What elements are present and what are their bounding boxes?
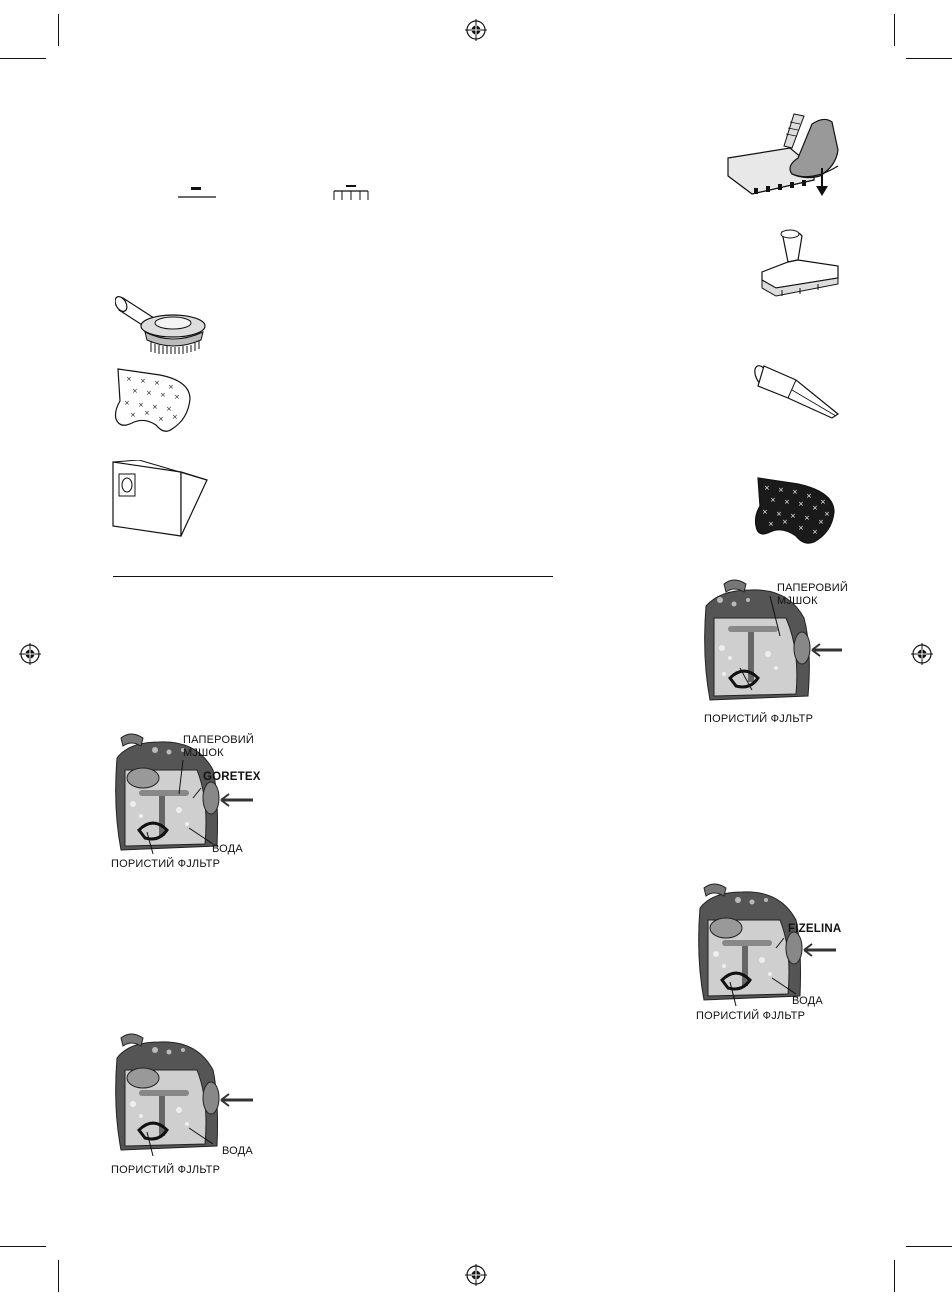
label-goretex: GORETEX [203, 771, 261, 783]
upholstery-nozzle-icon [760, 228, 842, 304]
svg-text:×: × [804, 514, 810, 522]
svg-text:×: × [762, 508, 768, 516]
label-porous-filter: ПОРИСТИЙ ФJЛЬТР [704, 713, 814, 725]
svg-text:×: × [798, 500, 804, 508]
label-porous-filter: ПОРИСТИЙ ФJЛЬТР [111, 1164, 221, 1176]
registration-mark-icon [465, 1264, 487, 1286]
registration-mark-icon [19, 643, 41, 665]
registration-mark-icon [465, 19, 487, 41]
svg-text:×: × [146, 389, 152, 397]
vacuum-cutaway-icon [700, 578, 850, 713]
svg-text:×: × [798, 524, 804, 532]
label-paper-bag-line1: ПАПЕРОВИЙ [777, 582, 848, 594]
label-water: ВОДА [222, 1145, 253, 1157]
svg-text:×: × [764, 484, 770, 492]
dark-filter-pad-icon [752, 474, 840, 546]
label-water: ВОДА [792, 995, 823, 1007]
svg-text:×: × [152, 403, 158, 411]
label-paper-bag-line2: МJШОК [183, 747, 224, 759]
label-porous-filter: ПОРИСТИЙ ФJЛЬТР [111, 858, 221, 870]
svg-text:×: × [124, 399, 130, 407]
svg-text:×: × [132, 387, 138, 395]
label-paper-bag-line2: МJШОК [777, 595, 818, 607]
round-dusting-brush-icon [115, 290, 210, 355]
svg-text:×: × [160, 391, 166, 399]
svg-text:×: × [784, 498, 790, 506]
section-divider [113, 576, 553, 577]
svg-text:×: × [172, 413, 178, 421]
label-fizelina: FIZELINA [788, 923, 842, 935]
svg-text:×: × [768, 520, 774, 528]
paper-bag-icon [111, 460, 209, 538]
svg-text:×: × [140, 377, 146, 385]
floor-brush-pedal-icon [724, 110, 844, 205]
svg-text:×: × [820, 498, 826, 506]
svg-text:×: × [790, 512, 796, 520]
svg-text:×: × [144, 409, 150, 417]
svg-text:×: × [818, 518, 824, 526]
registration-mark-icon [911, 643, 933, 665]
svg-text:×: × [782, 518, 788, 526]
svg-text:×: × [806, 492, 812, 500]
svg-text:×: × [138, 401, 144, 409]
ground-symbol-icon [332, 183, 370, 201]
label-paper-bag-line1: ПАПЕРОВИЙ [183, 734, 254, 746]
svg-text:×: × [130, 411, 136, 419]
svg-text:×: × [166, 405, 172, 413]
label-water: ВОДА [212, 843, 243, 855]
svg-text:×: × [812, 504, 818, 512]
light-filter-pad-icon [112, 367, 194, 437]
label-porous-filter: ПОРИСТИЙ ФJЛЬТР [696, 1010, 806, 1022]
svg-text:×: × [158, 415, 164, 423]
svg-text:×: × [812, 528, 818, 536]
svg-text:×: × [792, 488, 798, 496]
svg-text:×: × [154, 379, 160, 387]
svg-text:×: × [824, 510, 830, 518]
svg-text:×: × [776, 510, 782, 518]
crevice-nozzle-icon [752, 360, 842, 420]
svg-text:×: × [778, 486, 784, 494]
svg-text:×: × [126, 375, 132, 383]
svg-text:×: × [168, 383, 174, 391]
vacuum-cutaway-icon [113, 1032, 263, 1160]
svg-text:×: × [770, 496, 776, 504]
svg-text:×: × [174, 393, 180, 401]
dc-symbol-icon [178, 183, 216, 199]
vacuum-cutaway-icon [696, 882, 846, 1010]
